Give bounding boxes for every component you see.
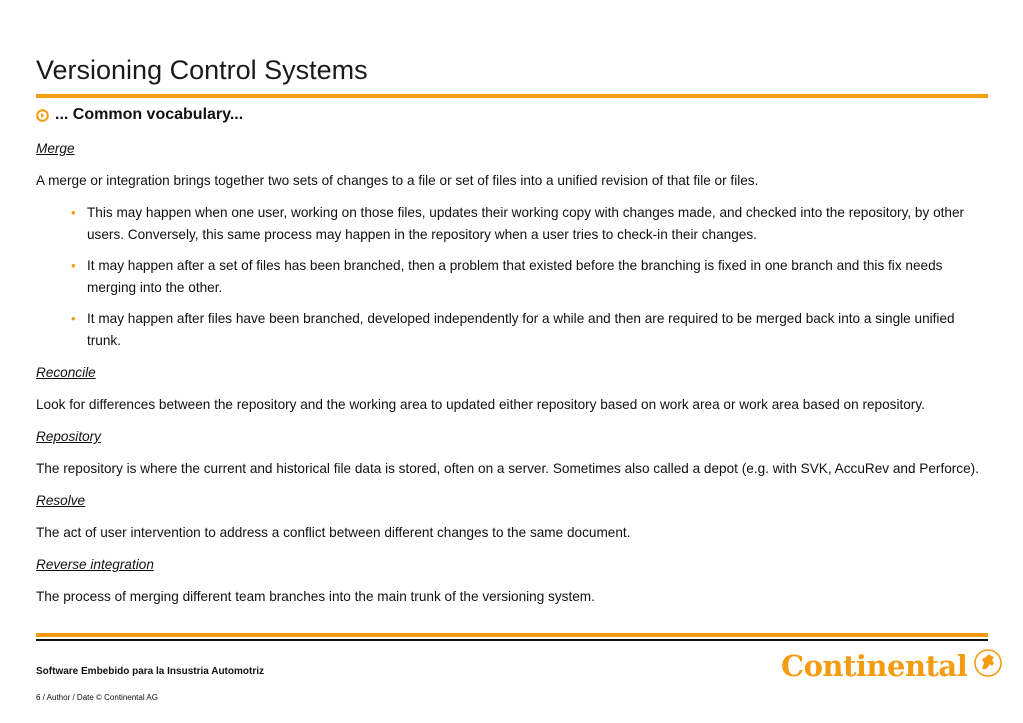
term-repository: Repository [36, 429, 101, 444]
term-reconcile: Reconcile [36, 365, 96, 380]
slide-subtitle: ... Common vocabulary... [55, 106, 244, 123]
logo-wordmark: Continental [781, 648, 968, 683]
circle-arrow-icon [36, 109, 49, 122]
footer-meta: 6 / Author / Date © Continental AG [36, 693, 158, 702]
term-resolve: Resolve [36, 493, 86, 508]
bullet-dot-icon: • [71, 311, 76, 326]
list-item [71, 255, 991, 299]
footer-course-title: Software Embebido para la Insustria Automotriz [36, 666, 264, 677]
title-divider [36, 94, 988, 98]
continental-logo [781, 648, 1003, 683]
bullet-text: It may happen after a set of files has been branched, then a problem that existed before the branching is fixed in one branch and this fix needs merging into the other. [87, 258, 943, 295]
footer-divider-orange [36, 633, 988, 637]
definition-repository: The repository is where the current and historical file data is stored, often on a server. Sometimes also called a depot (e.g. with SVK, AccuRev and Perforce). [36, 461, 979, 476]
list-item [71, 308, 991, 352]
subtitle-row [36, 106, 243, 124]
definition-reverse-integration: The process of merging different team branches into the main trunk of the versioning system. [36, 589, 595, 604]
bullet-dot-icon: • [71, 205, 76, 220]
definition-resolve: The act of user intervention to address a conflict between different changes to the same document. [36, 525, 631, 540]
slide-body [36, 138, 991, 618]
term-merge: Merge [36, 141, 75, 156]
definition-merge: A merge or integration brings together two sets of changes to a file or set of files into a unified revision of that file or files. [36, 173, 759, 188]
horse-emblem-icon [973, 648, 1003, 683]
list-item [71, 202, 991, 246]
bullet-text: This may happen when one user, working on those files, updates their working copy with changes made, and checked into the repository, by other users. Conversely, this same process may happen in the repository when a user tries to check-in their changes. [87, 205, 965, 242]
slide-title: Versioning Control Systems [36, 55, 368, 85]
definition-reconcile: Look for differences between the repository and the working area to updated either repository based on work area or work area based on repository. [36, 397, 925, 412]
bullet-dot-icon: • [71, 258, 76, 273]
bullet-text: It may happen after files have been branched, developed independently for a while and then are required to be merged back into a single unified trunk. [87, 311, 955, 348]
footer-divider-black [36, 639, 988, 641]
term-reverse-integration: Reverse integration [36, 557, 154, 572]
merge-bullet-list [36, 202, 991, 352]
